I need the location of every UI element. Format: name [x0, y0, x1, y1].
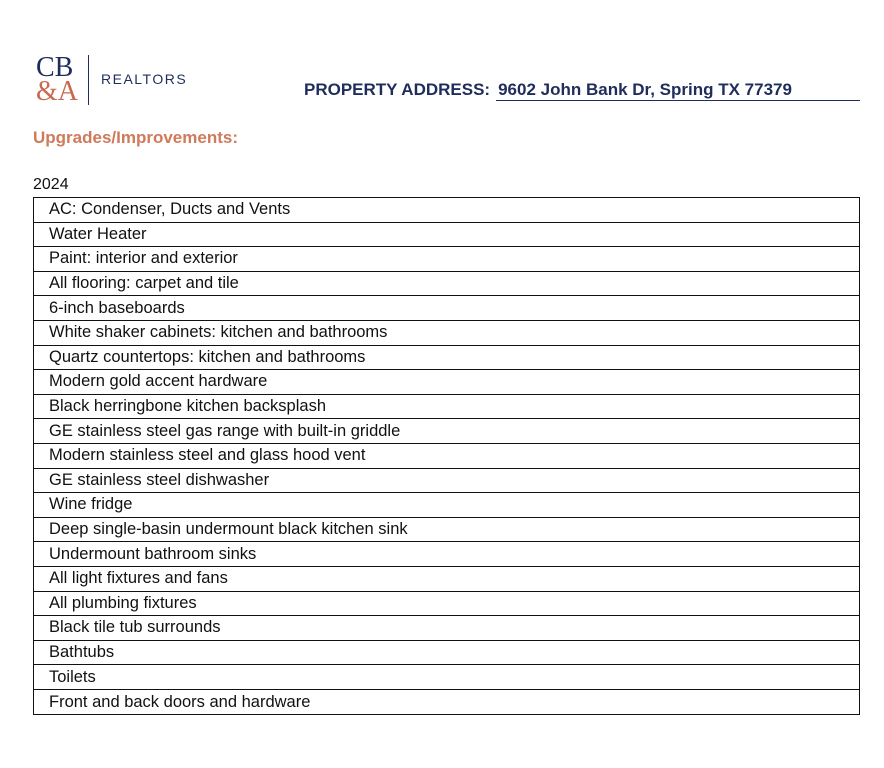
table-row: Bathtubs	[34, 641, 859, 666]
logo-monogram	[36, 52, 78, 107]
table-row: Deep single-basin undermount black kitchen sink	[34, 518, 859, 543]
table-row: Modern stainless steel and glass hood vent	[34, 444, 859, 469]
table-row: Black tile tub surrounds	[34, 616, 859, 641]
table-row: GE stainless steel gas range with built-in griddle	[34, 419, 859, 444]
logo-cb: CB	[36, 52, 74, 83]
table-row: Front and back doors and hardware	[49, 692, 311, 711]
logo-amp: &A	[36, 76, 78, 107]
table-row: Paint: interior and exterior	[34, 247, 859, 272]
property-address-label: PROPERTY ADDRESS:	[304, 80, 491, 99]
table-row: Toilets	[34, 665, 859, 690]
logo-wordmark: REALTORS	[101, 71, 188, 87]
table-row: Undermount bathroom sinks	[34, 542, 859, 567]
table-row: Water Heater	[34, 223, 859, 248]
table-row: Modern gold accent hardware	[34, 370, 859, 395]
table-row: White shaker cabinets: kitchen and bathrooms	[34, 321, 859, 346]
table-row: All plumbing fixtures	[34, 592, 859, 617]
table-row: Wine fridge	[34, 493, 859, 518]
table-row: All flooring: carpet and tile	[34, 272, 859, 297]
year-label: 2024	[33, 176, 69, 193]
table-row: Quartz countertops: kitchen and bathrooms	[34, 346, 859, 371]
table-row: AC: Condenser, Ducts and Vents	[34, 198, 859, 223]
table-row: 6-inch baseboards	[34, 296, 859, 321]
upgrades-table	[33, 197, 860, 715]
property-address	[304, 80, 860, 101]
property-address-value: 9602 John Bank Dr, Spring TX 77379	[496, 80, 860, 101]
table-row: Black herringbone kitchen backsplash	[34, 395, 859, 420]
logo-divider	[88, 55, 89, 105]
company-logo	[36, 54, 187, 106]
table-row: All light fixtures and fans	[34, 567, 859, 592]
section-heading: Upgrades/Improvements:	[33, 128, 238, 147]
table-row: GE stainless steel dishwasher	[34, 469, 859, 494]
